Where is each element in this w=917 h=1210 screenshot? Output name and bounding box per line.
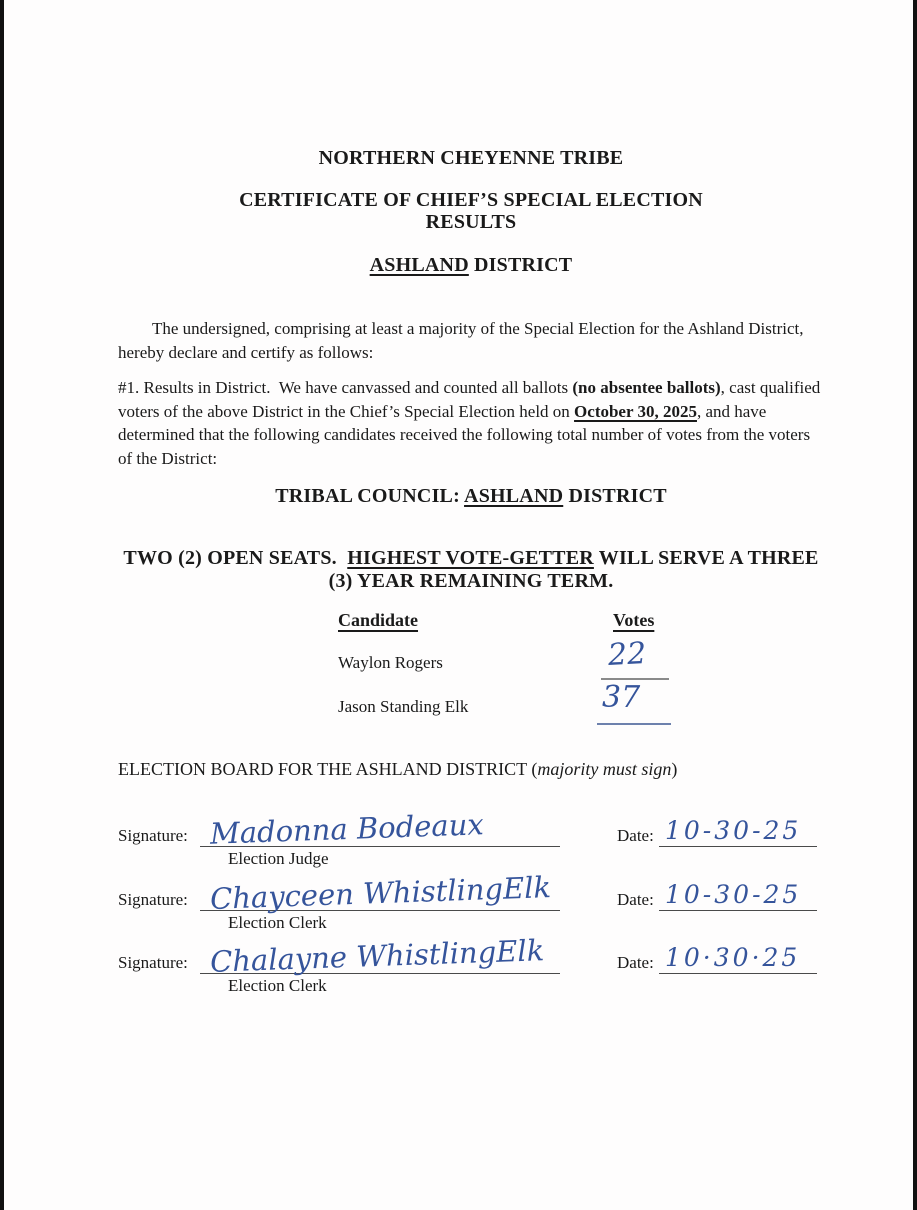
signature-label: Signature: [118,826,188,845]
date-label: Date: [617,953,654,972]
results-paragraph: #1. Results in District. We have canvassed and counted all ballots (no absentee ballots), cast qualified voters of the above District in the Chief’s Special Election held on October 30, 2025, and have determined that the following candidates received the following total number of votes from the voters of the District: [118,378,821,468]
signature-row [118,807,826,880]
scan-edge-left [0,0,4,1210]
certificate-title-line2: RESULTS [425,210,517,233]
handwritten-signature: Chalayne WhistlingElk [209,933,545,979]
certificate-title-line1: CERTIFICATE OF CHIEF’S SPECIAL ELECTION [239,189,703,211]
election-board-heading: ELECTION BOARD FOR THE ASHLAND DISTRICT (majority must sign) [118,759,678,779]
date-line [659,973,817,974]
date-line [659,910,817,911]
candidate-name: Waylon Rogers [338,653,443,672]
date-line [659,846,817,847]
handwritten-date: 10·30·25 [665,943,801,972]
candidate-name: Jason Standing Elk [338,697,469,716]
signature-label: Signature: [118,890,188,909]
votes-column-header: Votes [613,610,655,630]
signer-role-label: Election Clerk [228,913,327,932]
handwritten-signature: Chayceen WhistlingElk [209,870,552,916]
signature-label: Signature: [118,953,188,972]
signature-row [118,933,826,1007]
tribal-council-heading: TRIBAL COUNCIL: ASHLAND DISTRICT [275,485,667,507]
scan-edge-right [913,0,917,1210]
vote-count-handwritten: 37 [602,680,641,715]
handwritten-signature: Madonna Bodeaux [209,807,485,851]
district-heading: ASHLAND DISTRICT [369,254,573,276]
candidate-column-header: Candidate [338,610,419,630]
signer-role-label: Election Judge [228,849,329,868]
signer-role-label: Election Clerk [228,976,327,995]
open-seats-heading: TWO (2) OPEN SEATS. HIGHEST VOTE-GETTER WILL SERVE A THREE (3) YEAR REMAINING TERM. [123,547,819,592]
vote-count-handwritten: 22 [607,636,648,673]
date-label: Date: [617,890,654,909]
handwritten-date: 10-30-25 [665,816,802,845]
certificate-title [118,190,824,233]
handwritten-date: 10-30-25 [665,880,802,909]
intro-paragraph: The undersigned, comprising at least a majority of the Special Election for the Ashland District, hereby declare and certify as follows: [118,319,804,362]
document-title: NORTHERN CHEYENNE TRIBE [318,147,624,169]
date-label: Date: [617,826,654,845]
vote-underline [597,723,671,725]
